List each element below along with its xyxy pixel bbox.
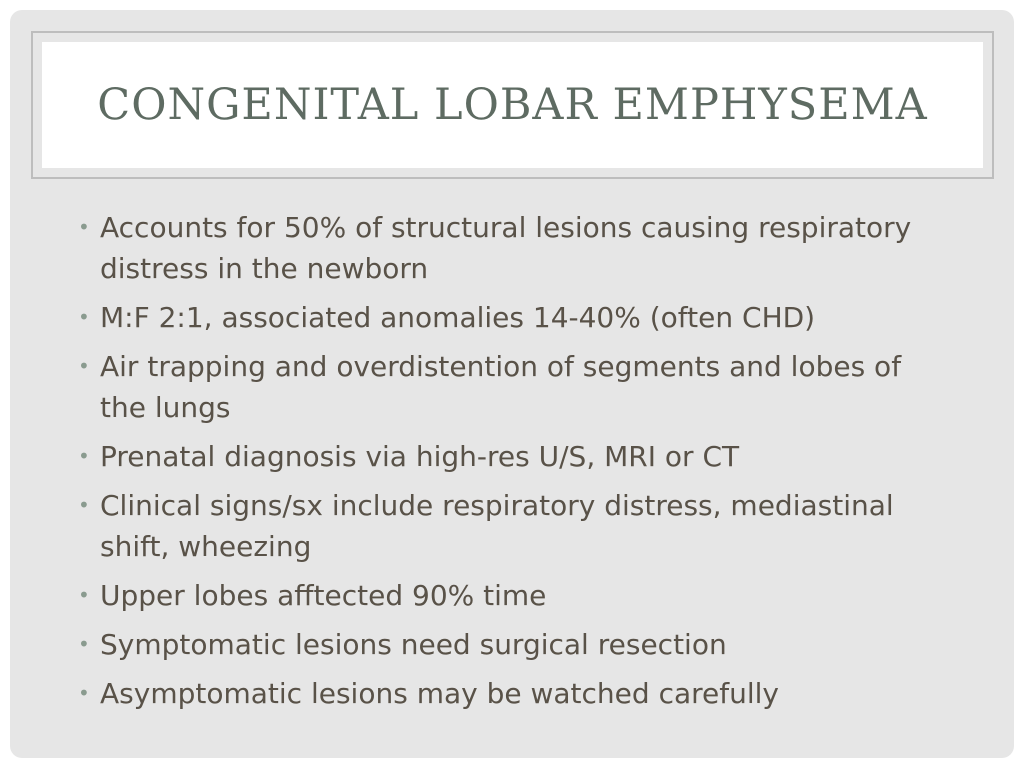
bullet-text: Asymptomatic lesions may be watched carefully bbox=[100, 677, 779, 710]
bullet-marker-icon: • bbox=[78, 632, 90, 656]
title-box bbox=[42, 42, 983, 168]
bullet-text: Symptomatic lesions need surgical resection bbox=[100, 628, 727, 661]
bullet-item bbox=[72, 624, 952, 665]
slide bbox=[10, 10, 1014, 758]
bullet-marker-icon: • bbox=[78, 354, 90, 378]
bullet-item bbox=[72, 575, 952, 616]
bullet-text: Air trapping and overdistention of segments and lobes of the lungs bbox=[100, 350, 902, 424]
bullet-text: Accounts for 50% of structural lesions causing respiratory distress in the newborn bbox=[100, 211, 912, 285]
bullet-text: Upper lobes afftected 90% time bbox=[100, 579, 547, 612]
bullet-item bbox=[72, 673, 952, 714]
bullet-marker-icon: • bbox=[78, 215, 90, 239]
bullet-marker-icon: • bbox=[78, 444, 90, 468]
bullet-list bbox=[72, 207, 952, 722]
bullet-marker-icon: • bbox=[78, 583, 90, 607]
title-frame bbox=[31, 31, 994, 179]
bullet-item bbox=[72, 297, 952, 338]
bullet-text: Clinical signs/sx include respiratory distress, mediastinal shift, wheezing bbox=[100, 489, 894, 563]
bullet-marker-icon: • bbox=[78, 305, 90, 329]
bullet-item bbox=[72, 346, 952, 428]
bullet-text: Prenatal diagnosis via high-res U/S, MRI or CT bbox=[100, 440, 740, 473]
bullet-marker-icon: • bbox=[78, 681, 90, 705]
bullet-marker-icon: • bbox=[78, 493, 90, 517]
bullet-item bbox=[72, 207, 952, 289]
bullet-item bbox=[72, 485, 952, 567]
bullet-item bbox=[72, 436, 952, 477]
bullet-text: M:F 2:1, associated anomalies 14-40% (often CHD) bbox=[100, 301, 816, 334]
slide-title: CONGENITAL LOBAR EMPHYSEMA bbox=[97, 80, 928, 130]
